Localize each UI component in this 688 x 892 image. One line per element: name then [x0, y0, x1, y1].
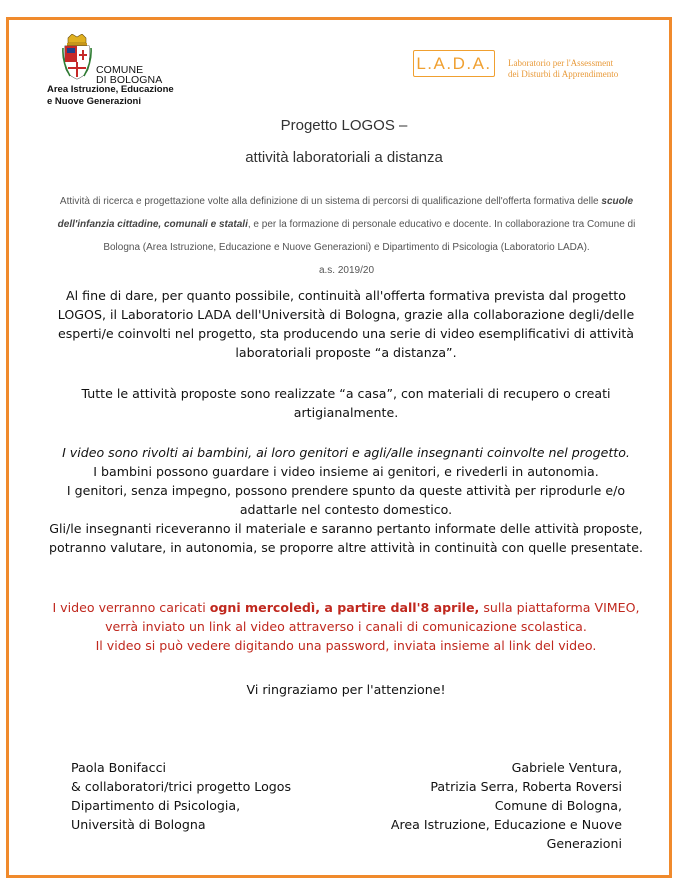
intro-year: a.s. 2019/20 — [318, 265, 375, 276]
signature-right — [391, 758, 622, 853]
intro-part1: Attività di ricerca e progettazione volte alla definizione di un sistema di percorsi di qualificazione dell'offerta formativa delle — [59, 196, 599, 207]
audience-teachers: Gli/le insegnanti riceveranno il materiale e saranno pertanto informate delle attività proposte, potranno valutare, in autonomia, se proporre altre attività in continuità con quelle presentate. — [49, 521, 643, 555]
audience-parents: I genitori, senza impegno, possono prendere spunto da queste attività per riprodurle e/o adattarle nel contesto domestico. — [66, 483, 626, 517]
sig-left-line: & collaboratori/trici progetto Logos — [71, 779, 292, 794]
sig-right-line: Comune di Bologna, — [494, 798, 622, 813]
intro-paragraph — [54, 190, 639, 282]
signature-left — [71, 758, 291, 834]
lada-line1: Laboratorio per l'Assessment — [508, 58, 614, 68]
document-title: Progetto LOGOS – — [280, 117, 408, 134]
audience-italic: I video sono rivolti ai bambini, ai loro genitori e agli/alle insegnanti coinvolte nel progetto. — [62, 445, 630, 460]
document-subtitle: attività laboratoriali a distanza — [245, 149, 443, 166]
sig-right-line: Patrizia Serra, Roberta Roversi — [430, 779, 622, 794]
paragraph-video-schedule — [40, 598, 652, 655]
paragraph-continuity: Al fine di dare, per quanto possibile, continuità all'offerta formativa prevista dal progetto LOGOS, il Laboratorio LADA dell'Università di Bologna, grazie alla collaborazione degli/delle esperti/e coinvolti nel progetto, sta producendo una serie di video esemplificativi di attività laboratoriali proposte “a distanza”. — [57, 288, 635, 360]
schedule-text-a: I video verranno caricati — [52, 600, 210, 615]
lada-logo — [413, 50, 495, 77]
sig-left-line: Dipartimento di Psicologia, — [71, 798, 241, 813]
sig-right-line: Area Istruzione, Educazione e Nuove — [390, 817, 622, 832]
audience-children: I bambini possono guardare i video insieme ai genitori, e rivederli in autonomia. — [93, 464, 599, 479]
lada-mark: L.A.D.A. — [416, 53, 492, 73]
schedule-text-b: sulla piattaforma VIMEO, verrà inviato un link al video attraverso i canali di comunicazione scolastica. — [105, 600, 640, 634]
lada-line2: dei Disturbi di Apprendimento — [508, 68, 619, 79]
sig-right-line: Gabriele Ventura, — [511, 760, 622, 775]
area-sub-line2: e Nuove Generazioni — [47, 96, 141, 107]
lada-logo-text — [508, 58, 618, 79]
area-sub-line1: Area Istruzione, Educazione — [47, 84, 174, 95]
intro-italic: scuole dell'infanzia cittadine, comunali e statali — [57, 196, 634, 230]
sig-left-line: Paola Bonifacci — [71, 760, 166, 775]
sig-left-line: Università di Bologna — [71, 817, 206, 832]
schedule-bold: ogni mercoledì, a partire dall'8 aprile, — [209, 600, 480, 615]
comune-di-bologna-crest-icon — [62, 34, 92, 80]
sig-right-line: Generazioni — [546, 836, 622, 851]
intro-part2: , e per la formazione di personale educativo e docente. In collaborazione tra Comune di Bologna (Area Istruzione, Educazione e Nuove Generazioni) e Dipartimento di Psicologia (Laboratorio LADA). — [103, 219, 636, 253]
schedule-password: Il video si può vedere digitando una password, inviata insieme al link del video. — [95, 638, 597, 653]
paragraph-audience — [40, 443, 652, 557]
paragraph-activities: Tutte le attività proposte sono realizzate “a casa”, con materiali di recupero o creati artigianalmente. — [81, 386, 611, 420]
comune-line1: COMUNE — [96, 64, 144, 76]
comune-line2: DI BOLOGNA — [96, 74, 163, 86]
comune-logo-text — [96, 65, 162, 85]
area-subtitle — [47, 84, 174, 108]
paragraph-thanks: Vi ringraziamo per l'attenzione! — [246, 682, 446, 697]
